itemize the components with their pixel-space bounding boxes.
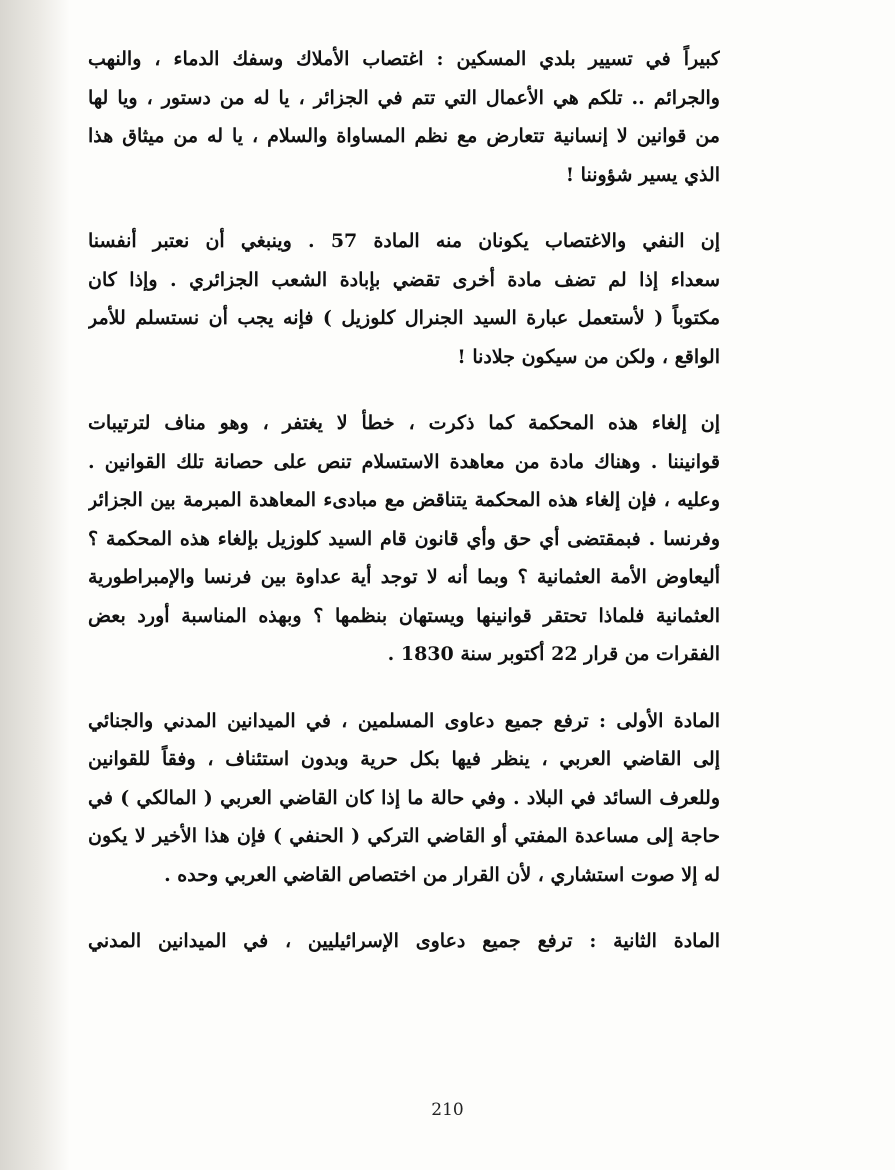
text-line: الذي يسير شؤوننا ! — [565, 163, 720, 186]
paragraph-4 — [88, 702, 720, 895]
paragraph-5 — [88, 922, 720, 961]
text-line: المادة الأولى : ترفع جميع دعاوى المسلمين ، في الميدانين المدني والجنائي — [88, 709, 720, 732]
body-text — [88, 40, 720, 989]
text-line: وعليه ، فإن إلغاء هذه المحكمة يتناقض مع مبادىء المعاهدة المبرمة بين الجزائر — [88, 489, 720, 511]
text-line: له إلا صوت استشاري ، لأن القرار من اختصاص القاضي العربي وحده . — [164, 863, 720, 886]
binding-shadow — [0, 0, 70, 1170]
text-line: إلى القاضي العربي ، ينظر فيها بكل حرية وبدون استئناف ، وفقاً للقوانين — [88, 748, 720, 770]
text-line: إن النفي والاغتصاب يكونان منه المادة 57 . وينبغي أن نعتبر أنفسنا — [88, 230, 720, 252]
text-line: أليعاوض الأمة العثمانية ؟ وبما أنه لا توجد أية عداوة بين فرنسا والإمبراطورية — [88, 566, 720, 588]
text-line: المادة الثانية : ترفع جميع دعاوى الإسرائيليين ، في الميدانين المدني — [88, 930, 720, 952]
page-number: 210 — [431, 1100, 464, 1120]
text-line: سعداء إذا لم تضف مادة أخرى تقضي بإبادة الشعب الجزائري . وإذا كان — [88, 268, 720, 291]
text-line: العثمانية فلماذا تحتقر قوانينها ويستهان بنظمها ؟ وبهذه المناسبة أورد بعض — [88, 604, 720, 627]
text-line: إن إلغاء هذه المحكمة كما ذكرت ، خطأ لا يغتفر ، وهو مناف لترتيبات — [88, 412, 720, 434]
paragraph-2 — [88, 222, 720, 376]
text-line: وللعرف السائد في البلاد . وفي حالة ما إذا كان القاضي العربي ( المالكي ) في — [88, 786, 720, 809]
text-line: من قوانين لا إنسانية تتعارض مع نظم المساواة والسلام ، يا له من ميثاق هذا — [88, 125, 720, 147]
text-line: مكتوباً ( لأستعمل عبارة السيد الجنرال كلوزيل ) فإنه يجب أن نستسلم للأمر — [88, 307, 720, 329]
text-line: كبيراً في تسيير بلدي المسكين : اغتصاب الأملاك وسفك الدماء ، والنهب — [88, 48, 720, 70]
paragraph-3 — [88, 404, 720, 674]
paragraph-1 — [88, 40, 720, 194]
text-line: حاجة إلى مساعدة المفتي أو القاضي التركي ( الحنفي ) فإن هذا الأخير لا يكون — [88, 825, 720, 847]
text-line: الفقرات من قرار 22 أكتوبر سنة 1830 . — [387, 643, 720, 665]
text-line: الواقع ، ولكن من سيكون جلادنا ! — [457, 345, 720, 368]
text-line: قوانيننا . وهناك مادة من معاهدة الاستسلام تنص على حصانة تلك القوانين . — [88, 450, 720, 473]
text-line: وفرنسا . فبمقتضى أي حق وأي قانون قام السيد كلوزيل بإلغاء هذه المحكمة ؟ — [88, 527, 720, 550]
text-line: والجرائم .. تلكم هي الأعمال التي تتم في الجزائر ، يا له من دستور ، ويا لها — [88, 86, 720, 109]
